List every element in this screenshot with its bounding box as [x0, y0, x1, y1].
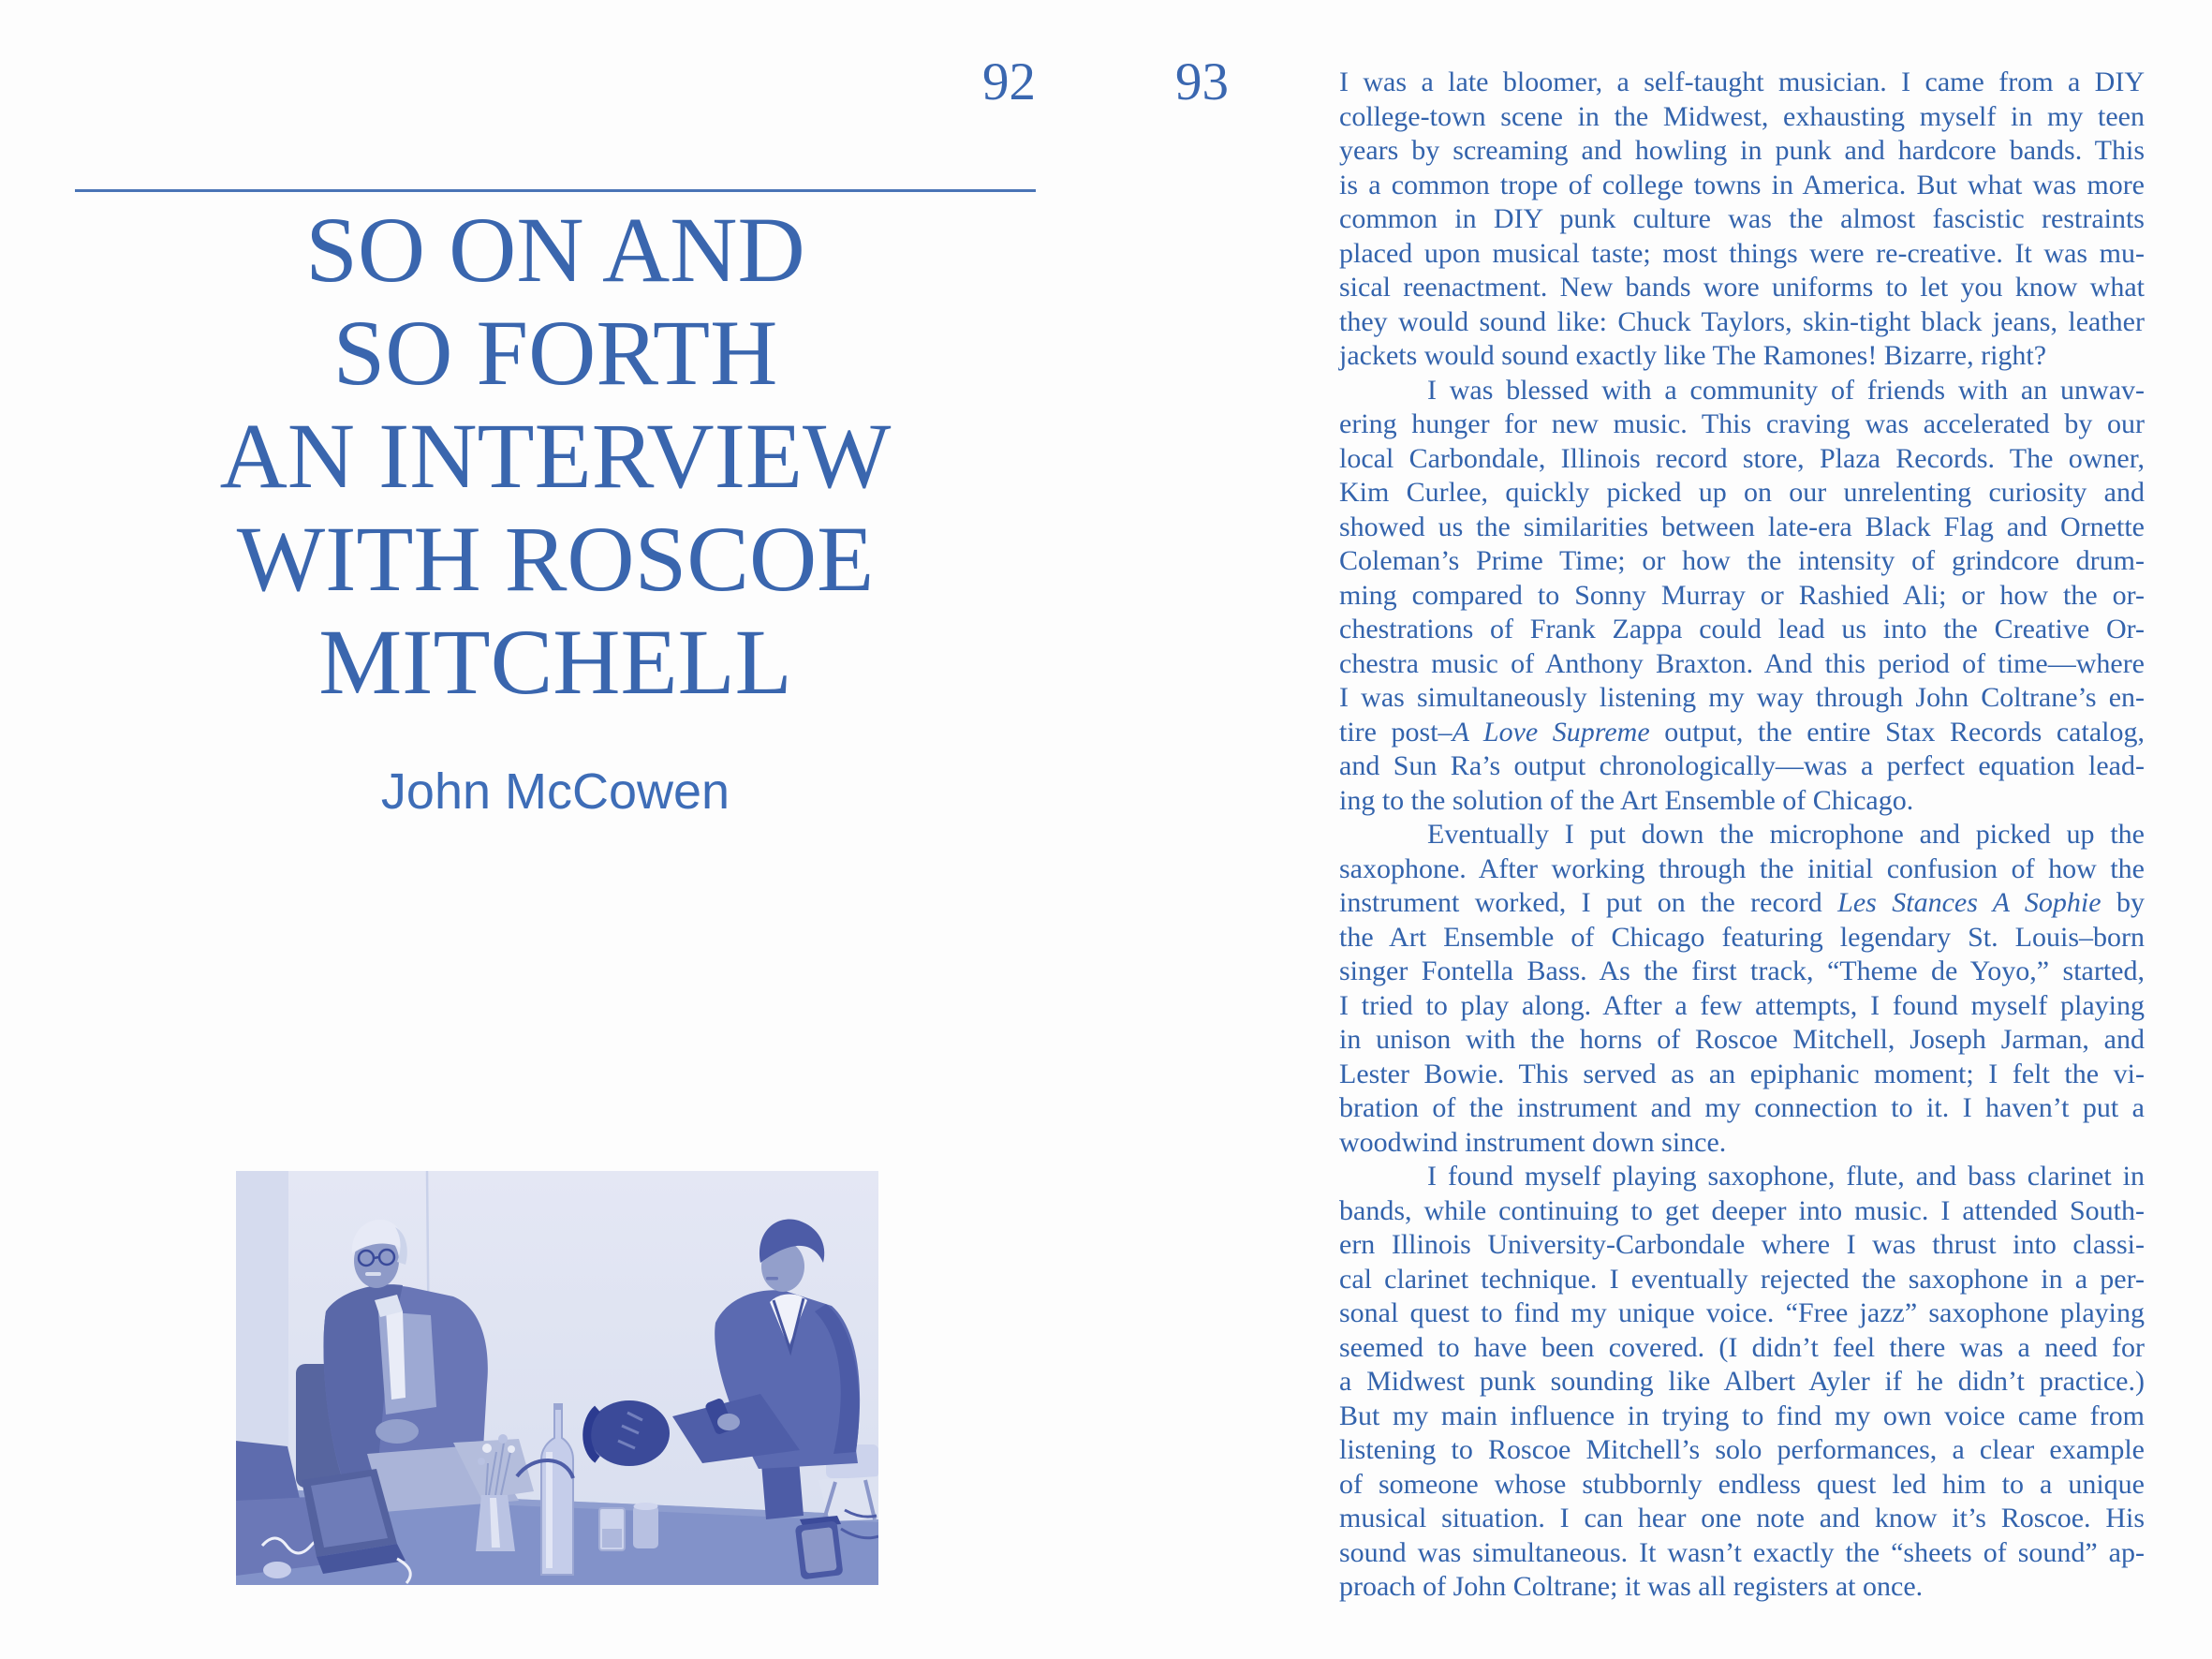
body-text-line: woodwind instrument down since. [1339, 1126, 1727, 1158]
body-text-line: musical situation. I can hear one note and know it’s Roscoe. His [1339, 1503, 2145, 1533]
body-text-line: instrument worked, I put on the record Les Stances A Sophie by [1339, 887, 2145, 918]
body-text-line: local Carbondale, Illinois record store, Plaza Records. The owner, [1339, 442, 2145, 474]
body-text-line: ing to the solution of the Art Ensemble of Chicago. [1339, 784, 1914, 816]
body-text-line: of someone whose stubbornly endless quest led him to a unique [1339, 1468, 2145, 1500]
body-text-line: is a common trope of college towns in America. But what was more [1339, 169, 2145, 200]
body-text-line: in unison with the horns of Roscoe Mitchell, Joseph Jarman, and [1339, 1024, 2145, 1055]
article-title [75, 199, 1036, 714]
photo-john-mustache [766, 1277, 778, 1281]
photo-mouse [263, 1562, 291, 1578]
body-text-line: college-town scene in the Midwest, exhausting myself in my teen [1339, 100, 2145, 132]
body-text-line: singer Fontella Bass. As the first track, “Theme de Yoyo,” started, [1339, 955, 2145, 986]
body-text-line: Eventually I put down the microphone and picked up the [1427, 819, 2145, 850]
body-text-line: I tried to play along. After a few attempts, I found myself playing [1339, 989, 2145, 1021]
body-text-line: listening to Roscoe Mitchell’s solo performances, a clear example [1339, 1434, 2145, 1465]
photo-john-hand [717, 1414, 740, 1430]
body-text-line: jackets would sound exactly like The Ramones! Bizarre, right? [1339, 340, 2047, 371]
interview-photo [236, 1171, 878, 1585]
body-text-line: Kim Curlee, quickly picked up on our unrelenting curiosity and [1339, 477, 2145, 508]
body-text-line: they would sound like: Chuck Taylors, skin-tight black jeans, leather [1339, 305, 2145, 337]
photo-phone [795, 1516, 844, 1579]
body-text-line: Lester Bowie. This served as an epiphanic moment; I felt the vi- [1339, 1058, 2145, 1089]
body-text-line: years by screaming and howling in punk and hardcore bands. This [1339, 135, 2145, 166]
body-text-line: showed us the similarities between late-era Black Flag and Ornette [1339, 511, 2145, 542]
body-text-line: sound was simultaneous. It wasn’t exactly the “sheets of sound” ap- [1339, 1536, 2145, 1568]
photo-roscoe-mustache [365, 1272, 381, 1276]
title-line: SO FORTH [332, 301, 778, 405]
body-text-line: I was simultaneously listening my way through John Coltrane’s en- [1339, 682, 2145, 713]
body-text-line: Coleman’s Prime Time; or how the intensity of grindcore drum- [1339, 545, 2145, 576]
body-text-line: chestrations of Frank Zappa could lead us into the Creative Or- [1339, 614, 2145, 644]
title-line: AN INTERVIEW [219, 404, 892, 508]
body-text-line: chestra music of Anthony Braxton. And this period of time—where [1339, 647, 2145, 679]
body-text-line: ming compared to Sonny Murray or Rashied Ali; or how the or- [1339, 579, 2145, 611]
body-text-line: and Sun Ra’s output chronologically—was a perfect equation lead- [1339, 750, 2145, 781]
photo-can [633, 1503, 658, 1548]
body-text-column [1339, 66, 2145, 1605]
body-text-line: bration of the instrument and my connection to it. I haven’t put a [1339, 1092, 2145, 1123]
body-text-line: sical reenactment. New bands wore uniforms to let you know what [1339, 272, 2145, 303]
title-rule [75, 189, 1036, 192]
title-line: MITCHELL [318, 610, 792, 714]
author-byline: John McCowen [380, 763, 730, 820]
body-text-line: proach of John Coltrane; it was all registers at once. [1339, 1571, 1924, 1602]
interview-photo-illustration [236, 1171, 878, 1585]
page-number-right: 93 [1175, 52, 1229, 111]
body-text-line: ern Illinois University-Carbondale where I was thrust into classi- [1339, 1229, 2145, 1260]
body-text-line: saxophone. After working through the initial confusion of how the [1339, 852, 2145, 884]
body-text-line: the Art Ensemble of Chicago featuring legendary St. Louis–born [1339, 921, 2145, 953]
body-text-line: sonal quest to find my unique voice. “Free jazz” saxophone playing [1339, 1297, 2145, 1328]
title-line: SO ON AND [305, 198, 805, 302]
body-text-line: tire post–A Love Supreme output, the entire Stax Records catalog, [1339, 716, 2145, 748]
photo-drinking-glass [599, 1508, 625, 1550]
body-text-line: I was a late bloomer, a self-taught musician. I came from a DIY [1339, 67, 2145, 97]
body-text-line: I found myself playing saxophone, flute, and bass clarinet in [1427, 1161, 2145, 1192]
body-text-line: ering hunger for new music. This craving was accelerated by our [1339, 408, 2145, 439]
page-number-left: 92 [982, 52, 1036, 111]
photo-roscoe-hands [376, 1419, 419, 1444]
body-text-line: cal clarinet technique. I eventually rejected the saxophone in a per- [1339, 1263, 2145, 1295]
body-text-line: placed upon musical taste; most things were re-creative. It was mu- [1339, 237, 2145, 269]
body-text-line: seemed to have been covered. (I didn’t feel there was a need for [1339, 1331, 2145, 1363]
body-text-line: a Midwest punk sounding like Albert Ayler if he didn’t practice.) [1339, 1366, 2145, 1397]
body-text-line: common in DIY punk culture was the almost fascistic restraints [1339, 203, 2145, 234]
body-text-line: bands, while continuing to get deeper into music. I attended South- [1339, 1194, 2145, 1226]
body-text-line: I was blessed with a community of friends with an unwav- [1427, 374, 2145, 406]
body-text-line: But my main influence in trying to find my own voice came from [1339, 1400, 2145, 1431]
title-line: WITH ROSCOE [236, 507, 875, 611]
